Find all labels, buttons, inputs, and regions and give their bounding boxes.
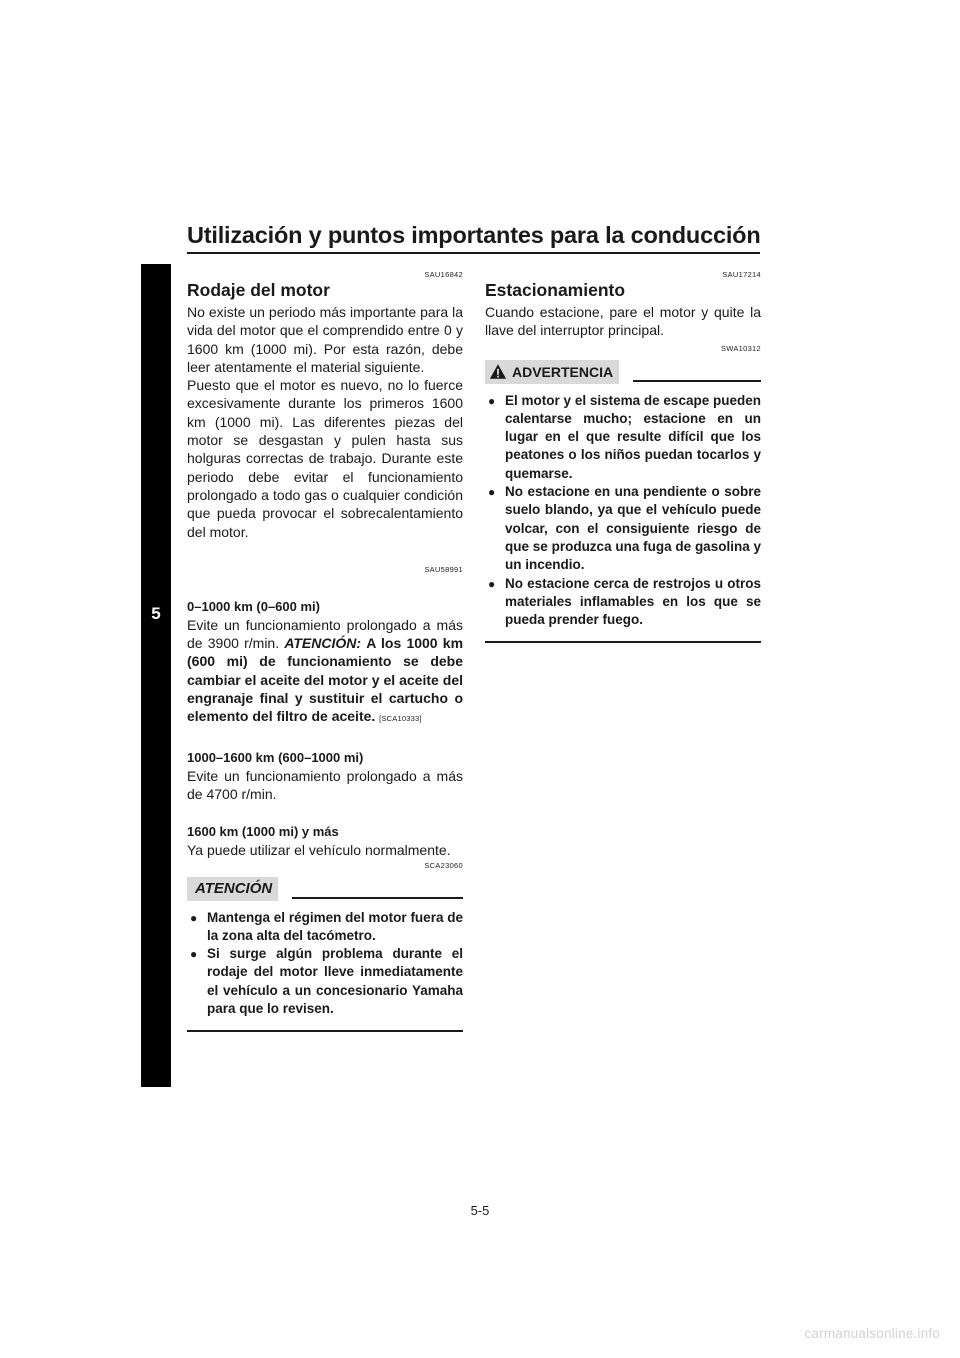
warning-triangle-icon [489, 363, 507, 380]
section-heading-estacionamiento: Estacionamiento [485, 280, 626, 300]
paragraph: No existe un periodo más importante para la vida del motor que el comprendido entre 0 y 1600 km (1000 mi). Por esta razón, debe leer atentamente el material siguiente. [187, 304, 463, 375]
bullet-icon: ● [488, 393, 496, 408]
watermark: carmanualsonline.info [804, 1326, 940, 1341]
paragraph: Cuando estacione, pare el motor y quite la llave del interruptor principal. [485, 304, 761, 339]
chapter-tab [141, 264, 171, 1087]
warning-list [485, 392, 761, 630]
bullet-icon: ● [190, 947, 198, 962]
paragraph: Ya puede utilizar el vehículo normalmente. [187, 842, 451, 859]
subheading: 1000–1600 km (600–1000 mi) [187, 749, 364, 765]
list-item-text: Mantenga el régimen del motor fuera de la zona alta del tacómetro. [207, 909, 463, 943]
notice-list [187, 909, 463, 1019]
header-rule [187, 252, 760, 254]
notice-label: ATENCIÓN [187, 877, 278, 901]
list-item-text: No estacione cerca de restrojos u otros materiales inflamables en los que se pueda prender fuego. [505, 575, 761, 628]
list-item-text: El motor y el sistema de escape pueden calentarse mucho; estacione en un lugar en el que resulte difícil que los peatones o los niños puedan tocarlos y quemarse. [505, 392, 761, 481]
list-item [485, 483, 761, 574]
list-item [485, 392, 761, 483]
subheading: 0–1000 km (0–600 mi) [187, 598, 320, 614]
left-column [187, 270, 463, 1032]
warning-code: SWA10312 [720, 343, 761, 353]
section-heading-rodaje: Rodaje del motor [187, 280, 330, 300]
chapter-number: 5 [151, 604, 161, 623]
list-item [187, 945, 463, 1018]
subheading: 1600 km (1000 mi) y más [187, 824, 339, 840]
warning-header [485, 357, 761, 384]
caution-inline-text: A los 1000 km (600 mi) de funcionamiento se debe cambiar el aceite del motor y el aceite del engranaje final y sustituir el cartucho o elemento del filtro de aceite. [187, 635, 464, 725]
notice-rule [292, 897, 463, 899]
page-header-title: Utilización y puntos importantes para la conducción [187, 222, 761, 248]
section-code: SAU58991 [424, 564, 463, 574]
page-number: 5-5 [470, 1203, 490, 1218]
bullet-icon: ● [488, 485, 496, 500]
warning-label-box [485, 360, 619, 384]
list-item [187, 909, 463, 946]
notice-header [187, 874, 463, 901]
list-item-text: Si surge algún problema durante el rodaje del motor lleve inmediatamente el vehículo a un concesionario Yamaha para que lo revisen. [207, 946, 463, 1017]
warning-end-rule [485, 641, 761, 643]
caution-inline-label: ATENCIÓN: [284, 635, 362, 652]
paragraph-text: Evite un funcionamiento prolongado a más de 3900 r/min. [187, 616, 463, 652]
list-item [485, 575, 761, 630]
paragraph: Puesto que el motor es nuevo, no lo fuerce excesivamente durante los primeros 1600 km (1000 mi). Las diferentes piezas del motor se desgastan y pulen hasta sus holguras correctas de trabajo. Durante este periodo debe evitar el funcionamiento prolongado a todo gas o cualquier condición que pueda provocar el sobrecalentamiento del motor. [187, 377, 463, 540]
list-item-text: No estacione en una pendiente o sobre suelo blando, ya que el vehículo puede volcar, con el consiguiente riesgo de que se produzca una fuga de gasolina y un incendio. [505, 484, 761, 573]
notice-end-rule [187, 1030, 463, 1032]
bullet-icon: ● [190, 910, 198, 925]
paragraph [187, 616, 463, 729]
warning-label: ADVERTENCIA [512, 363, 614, 380]
paragraph: Evite un funcionamiento prolongado a más de 4700 r/min. [187, 767, 463, 802]
notice-code: SCA23060 [424, 860, 463, 870]
bullet-icon: ● [488, 576, 496, 591]
section-code: SAU16842 [424, 270, 463, 279]
section-code: SAU17214 [722, 270, 761, 279]
right-column [485, 270, 761, 643]
reference-code: [SCA10333] [379, 714, 422, 724]
warning-rule [633, 380, 761, 382]
